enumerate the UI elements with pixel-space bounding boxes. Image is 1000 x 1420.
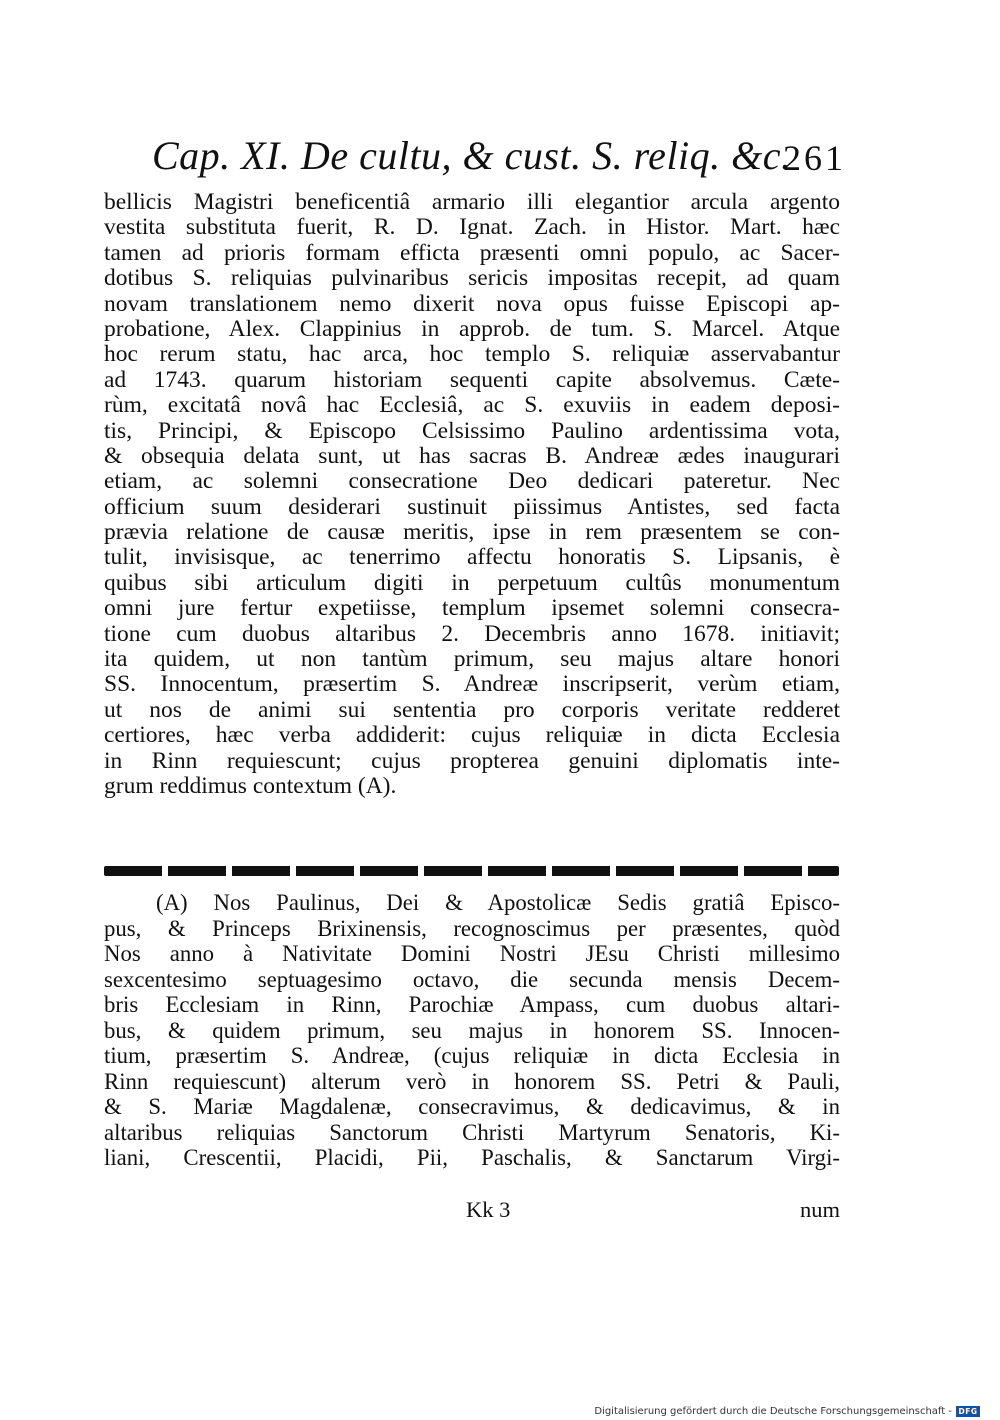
body-line: tis, Principi, & Episcopo Celsissimo Paulino ardentissima vota, xyxy=(104,417,840,444)
body-line: prævia relatione de causæ meritis, ipse in rem præsentem se con- xyxy=(104,519,840,546)
body-line: officium suum desiderari sustinuit piissimus Antistes, sed facta xyxy=(104,493,840,520)
footnote-line: Nos anno à Nativitate Domini Nostri JEsu Christi millesimo xyxy=(104,941,840,966)
footnote-line: bris Ecclesiam in Rinn, Parochiæ Ampass, cum duobus altari- xyxy=(104,992,840,1017)
page-header xyxy=(140,130,846,186)
footnote-line: tium, præsertim S. Andreæ, (cujus reliquiæ in dicta Ecclesia in xyxy=(104,1043,840,1068)
footnote-line: Rinn requiescunt) alterum verò in honorem SS. Petri & Pauli, xyxy=(104,1068,840,1094)
dfg-logo-icon: DFG xyxy=(956,1406,980,1417)
digitization-credit xyxy=(594,1404,980,1418)
body-line: novam translationem nemo dixerit nova opus fuisse Episcopi ap- xyxy=(104,290,840,317)
footnote-line: altaribus reliquias Sanctorum Christi Martyrum Senatoris, Ki- xyxy=(104,1119,840,1145)
body-line: ita quidem, ut non tantùm primum, seu majus altare honori xyxy=(104,646,840,673)
body-line: tione cum duobus altaribus 2. Decembris anno 1678. initiavit; xyxy=(104,620,840,647)
body-line: quibus sibi articulum digiti in perpetuum cultûs monumentum xyxy=(104,569,840,596)
body-line: dotibus S. reliquias pulvinaribus sericis impositas recepit, ad quam xyxy=(104,265,840,292)
body-line: etiam, ac solemni consecratione Deo dedicari pateretur. Nec xyxy=(104,468,840,495)
main-text xyxy=(104,190,840,799)
body-line: in Rinn requiescunt; cujus propterea genuini diplomatis inte- xyxy=(104,747,840,774)
footnote-line: & S. Mariæ Magdalenæ, consecravimus, & dedicavimus, & in xyxy=(104,1094,840,1119)
body-line: probatione, Alex. Clappinius in approb. de tum. S. Marcel. Atque xyxy=(104,315,840,342)
catchword: num xyxy=(799,1197,840,1222)
body-line: hoc rerum statu, hac arca, hoc templo S. reliquiæ asservabantur xyxy=(104,341,840,368)
footnote-line: pus, & Princeps Brixinensis, recognoscimus per præsentes, quòd xyxy=(104,915,840,941)
footnote-separator-rule xyxy=(104,866,839,876)
body-line: ut nos de animi sui sententia pro corporis veritate redderet xyxy=(104,696,840,723)
page-number: 261 xyxy=(783,138,846,178)
footnote-line: liani, Crescentii, Placidi, Pii, Paschalis, & Sanctarum Virgi- xyxy=(104,1145,840,1170)
credit-text: Digitalisierung gefördert durch die Deutsche Forschungsgemeinschaft - xyxy=(594,1405,952,1417)
footnote-line: bus, & quidem primum, seu majus in honorem SS. Innocen- xyxy=(104,1017,840,1043)
body-line: SS. Innocentum, præsertim S. Andreæ inscripserit, verùm etiam, xyxy=(104,671,840,698)
footnote xyxy=(104,890,840,1171)
body-line: & obsequia delata sunt, ut has sacras B. Andreæ ædes inaugurari xyxy=(104,442,840,469)
page-footer xyxy=(104,1196,840,1226)
body-line: rùm, excitatâ novâ hac Ecclesiâ, ac S. exuviis in eadem deposi- xyxy=(104,392,840,419)
body-line: tamen ad prioris formam efficta præsenti omni populo, ac Sacer- xyxy=(104,239,840,266)
body-line: tulit, invisisque, ac tenerrimo affectu honoratis S. Lipsanis, è xyxy=(104,544,840,571)
running-title: Cap. XI. De cultu, & cust. S. reliq. &c. xyxy=(152,133,792,178)
body-line: vestita substituta fuerit, R. D. Ignat. Zach. in Histor. Mart. hæc xyxy=(104,214,840,241)
signature-mark: Kk 3 xyxy=(466,1197,511,1222)
body-line: grum reddimus contextum (A). xyxy=(104,772,397,799)
body-line: ad 1743. quarum historiam sequenti capite absolvemus. Cæte- xyxy=(104,366,840,393)
body-line: certiores, hæc verba addiderit: cujus reliquiæ in dicta Ecclesia xyxy=(104,722,840,749)
footnote-line: sexcentesimo septuagesimo octavo, die secunda mensis Decem- xyxy=(104,966,840,992)
footnote-line: (A) Nos Paulinus, Dei & Apostolicæ Sedis gratiâ Episco- xyxy=(156,890,840,915)
body-line: omni jure fertur expetiisse, templum ipsemet solemni consecra- xyxy=(104,595,840,622)
body-line: bellicis Magistri beneficentiâ armario illi elegantior arcula argento xyxy=(104,189,840,215)
